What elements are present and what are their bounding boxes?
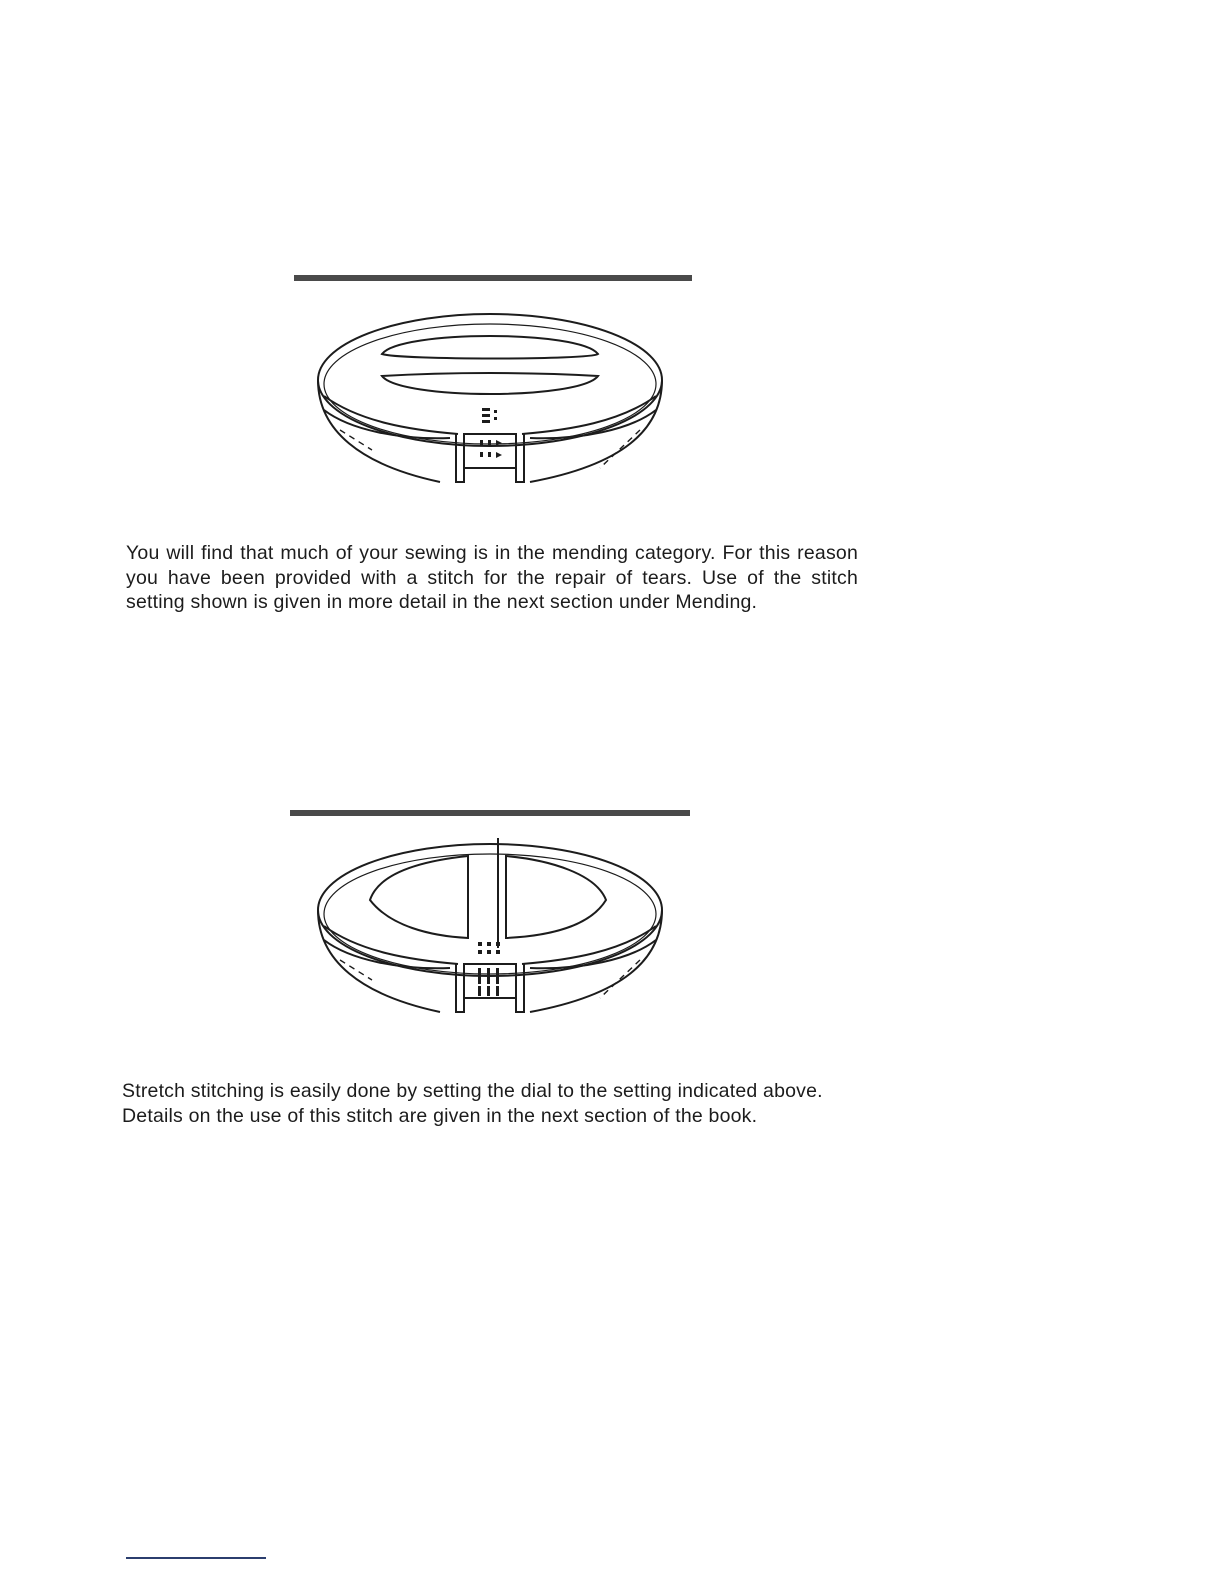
section-rule-middle [290,810,690,816]
stretch-stitch-dial-icon [300,830,680,1040]
mending-paragraph: You will find that much of your sewing is in the mending category. For this reason you have been provided with a stitch for the repair of tears. Use of the stitch setting shown is given in more detail in the next section under Mending. [126,542,858,613]
stretch-paragraph-line1: Stretch stitching is easily done by setting the dial to the setting indicated above. [122,1080,823,1102]
stretch-paragraph-line2: Details on the use of this stitch are given in the next section of the book. [122,1104,758,1127]
footnote-rule [126,1557,266,1559]
stretch-paragraph [122,1079,856,1128]
mending-stitch-dial-icon [300,300,680,510]
section-rule-top [294,275,692,281]
